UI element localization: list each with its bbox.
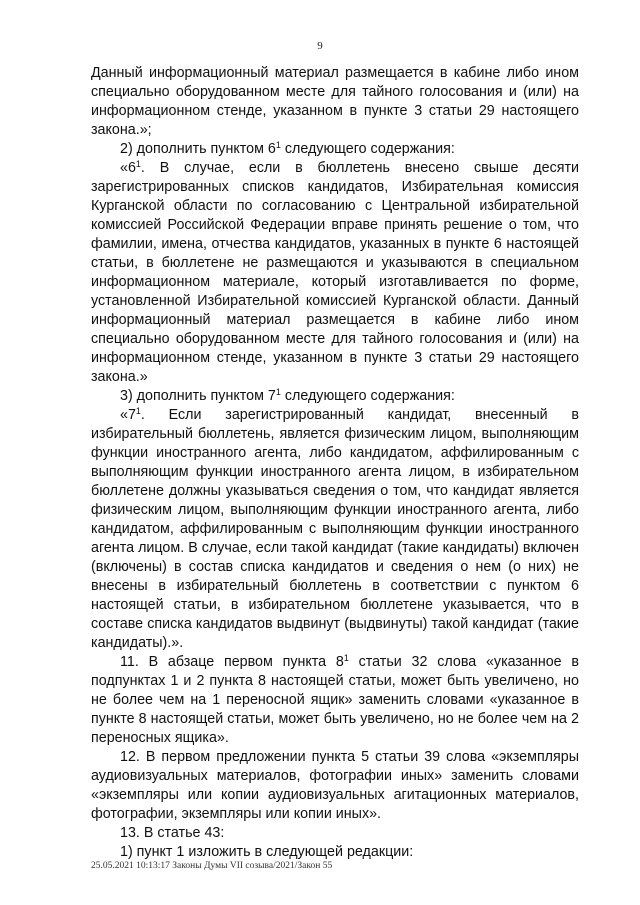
paragraph-p1 xyxy=(91,64,579,140)
text-run: 11. В абзаце первом пункта 8 xyxy=(120,654,344,670)
document-body xyxy=(91,64,579,862)
text-run: 3) дополнить пунктом 7 xyxy=(120,388,276,404)
paragraph-p2 xyxy=(91,140,579,159)
paragraph-p3 xyxy=(91,159,579,387)
superscript: 1 xyxy=(135,406,141,416)
text-run: следующего содержания: xyxy=(280,388,455,404)
text-run: 12. В первом предложении пункта 5 статьи 39 слова «экземпляры аудиовизуальных материалов, фотографии иных» заменить словами «экземпляры или копии аудиовизуальных агитационных материалов, фотографии, экземпляры или копии иных». xyxy=(91,749,579,822)
text-run: «6 xyxy=(120,160,136,176)
paragraph-p9 xyxy=(91,843,579,862)
paragraph-p6 xyxy=(91,653,579,748)
paragraph-p7 xyxy=(91,748,579,824)
paragraph-p5 xyxy=(91,406,579,653)
superscript: 1 xyxy=(343,653,349,663)
paragraph-p8 xyxy=(91,824,579,843)
text-run: следующего содержания: xyxy=(280,141,455,157)
text-run: . Если зарегистрированный кандидат, внесенный в избирательный бюллетень, является физическим лицом, выполняющим функции иностранного агента, либо кандидатом, аффилированным с выполняющим функции иностранного агента лицом, в избирательном бюллетене должны указываться сведения о том, что кандидат является физическим лицом, выполняющим функции иностранного агента, либо кандидатом, аффилированным с выполняющим функции иностранного агента лицом. В случае, если такой кандидат (такие кандидаты) включен (включены) в состав списка кандидатов и сведения о нем (о них) не внесены в избирательный бюллетень в соответствии с пунктом 6 настоящей статьи, в избирательном бюллетене указывается, что в составе списка кандидатов выдвинут (выдвинуты) такой кандидат (такие кандидаты).». xyxy=(91,407,579,651)
text-run: . В случае, если в бюллетень внесено свыше десяти зарегистрированных списков кандидатов, Избирательная комиссия Курганской области по согласованию с Центральной избирательной комиссией Российской Федерации вправе принять решение о том, что фамилии, имена, отчества кандидатов, указанных в пункте 6 настоящей статьи, в бюллетене не размещаются и указываются в специальном информационном материале, который изготавливается по форме, установленной Избирательной комиссией Курганской области. Данный информационный материал размещается в кабине либо ином специально оборудованном месте для тайного голосования и (или) на информационном стенде, указанном в пункте 3 статьи 29 настоящего закона.» xyxy=(91,160,579,385)
page-number: 9 xyxy=(317,40,323,52)
text-run: 13. В статье 43: xyxy=(120,825,225,841)
text-run: Данный информационный материал размещается в кабине либо ином специально оборудованном месте для тайного голосования и (или) на информационном стенде, указанном в пункте 3 статьи 29 настоящего закона.»; xyxy=(91,65,579,138)
paragraph-p4 xyxy=(91,387,579,406)
text-run: статьи 32 слова «указанное в подпунктах 1 и 2 пункта 8 настоящей статьи, может быть увеличено, но не более чем на 1 переносной ящик» заменить словами «указанное в пункте 8 настоящей статьи, может быть увеличено, но не более чем на 2 переносных ящика». xyxy=(91,654,579,746)
text-run: 1) пункт 1 изложить в следующей редакции: xyxy=(120,844,414,860)
text-run: «7 xyxy=(120,407,136,423)
superscript: 1 xyxy=(135,159,141,169)
text-run: 2) дополнить пунктом 6 xyxy=(120,141,276,157)
superscript: 1 xyxy=(275,387,281,397)
document-footer: 25.05.2021 10:13:17 Законы Думы VII созыва/2021/Закон 55 xyxy=(91,861,333,871)
superscript: 1 xyxy=(275,140,281,150)
